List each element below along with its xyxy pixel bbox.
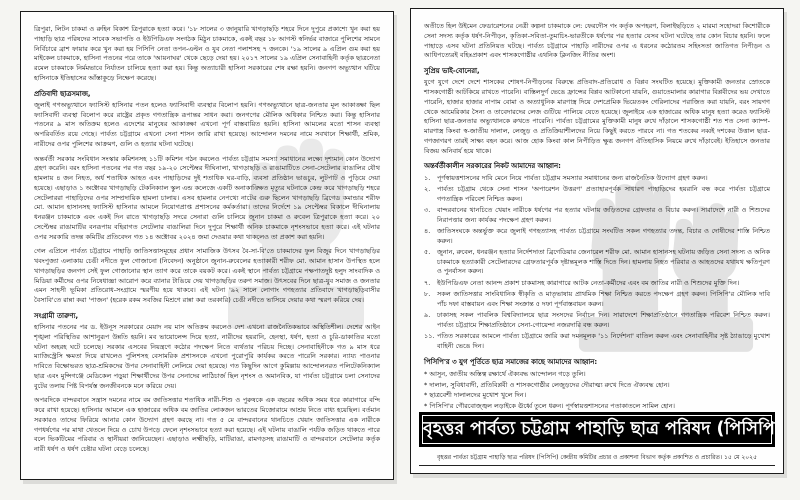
paragraph: অন্তর্বর্তী সরকার সংবিধান সংস্কার কমিশনসহ ১১টি কমিশন গঠন করলেও পার্বত্য চট্টগ্রাম সমস্যা সমাধানের লক্ষ্যে দৃশ্যমান কোন উদ্যোগ গ্রহণ করেনি। বরং হাসিনা পতনের পর গত বছর ১৯-২০ সেপ্টেম্বর দীঘিনালা, খাগড়াছড়ি ও রাঙামাটিতে সেনা-সেটেলার বাঙালির যৌথ হামলায় ৪ জন নিহত, অর্ধ শতাধিক আহত এবং পাহাড়িদের দুই শতাধিক ঘর-বাড়ি, ব্যবসা প্রতিষ্ঠান ভাঙচুর, লুটপাট ও পুড়িয়ে দেয়া হয়েছে। এছাড়াও ১ অক্টোবর খাগড়াছড়ি টেকনিক্যাল স্কুল এন্ড কলেজে একটি অনাকাঙ্ক্ষিত মৃত্যুর ঘটনাকে কেন্দ্র করে খাগড়াছড়ি শহরে সেটেলাররা পাহাড়িদের ওপর সাম্প্রদায়িক হামলা চালায়। এসব হামলার নেপথ্যে নাটের গুরু ছিলেন খাগড়াছড়ি ব্রিগেড কমান্ডার শরীফ মো. আমান হাসানসহ ফ্যাসিস্ট হাসিনার আমলে নিয়োগপ্রাপ্ত প্রশাসনের কর্মকর্তারা। তাদের নির্দেশে ১৯ সেপ্টেম্বর বিকালে দীঘিনালায় ধনরঞ্জন চাকমাকে এবং একই দিন রাতে খাগড়াছড়ি সদরে সেনারা গুলি চালিয়ে জুনান চাকমা ও রুবেল ত্রিপুরাকে হত্যা করে। ২০ সেপ্টেম্বর রাঙামাটির বনরূপায় বহিরাগত সেটেলার বাঙালিরা দিনে দুপুরে শিক্ষার্থী অনিক চাকমাকে নৃশংসভাবে হত্যা করে। এই ঘটনার ওপর সরকারি তদন্ত কমিটির প্রতিবেদন গত ১৪ অক্টোবর ২০২৪ জমা দেওয়ার কথা থাকলেও তা প্রকাশ করা হয়নি। bbox=[34, 154, 380, 241]
demand-item bbox=[424, 332, 770, 352]
demand-text: জুনান, রুবেল, ধনরঞ্জন হত্যার নির্দেশদাতা ব্রিগেডিয়ার জেনারেল শরীফ মো. আমান হাসানসহ ঘটনায় জড়িত সেনা সদস্য ও অনিক চাকমাকে হত্যাকারী সেটেলারদের গ্রেফতারপূর্বক দৃষ্টান্তমূলক শাস্তি দিতে দিন। হামলায় নিহত পরিবার ও আহতদের যথাযথ ক্ষতিপূরণ ও পুনর্বাসন করুন। bbox=[437, 247, 770, 276]
demand-item bbox=[424, 311, 770, 331]
call-list bbox=[424, 370, 770, 412]
demand-text: জাতিসংঘকে অন্তর্ভুক্ত করে জুলাই গণহত্যাসহ পার্বত্য চট্টগ্রামে সংঘটিত সকল গণহত্যার তদন্ত, বিচার ও দোষীদের শাস্তি নিশ্চিত করুন। bbox=[437, 226, 770, 245]
demand-item bbox=[424, 185, 770, 205]
call-item: * আসুন, জাতীয় অস্তিত্ব রক্ষার্থে ঐক্যবদ্ধ আন্দোলন গড়ে তুলি। bbox=[424, 369, 586, 378]
demand-text: সকল জাতিসত্তার সাংবিধানিক স্বীকৃতি ও মাতৃভাষায় প্রাথমিক শিক্ষা নিশ্চিত করতে পদক্ষেপ গ্রহণ করুন। পিসিপি'র মৌলিক দাবি পাঁচ দফা বাস্তবায়ন এবং শিক্ষা সংক্রান্ত ৫ দফা পূর্ণবাস্তবায়ন করুন। bbox=[437, 289, 770, 308]
demand-item bbox=[424, 174, 770, 184]
demands-list bbox=[424, 174, 770, 352]
paragraph: হাসিনার পতনের পর ড. ইউনূস সরকারের মেয়াদ নয় মাস অতিক্রম করলেও দেশ এখনো রাজনৈতিকভাবে অস্থিতিশীল। দেশের আইন শৃঙ্খলা পরিস্থিতির আশানুরূপ উন্নতি হয়নি। মব ভায়োলেন্স দিয়ে হত্যা, নারীদের হয়রানি, হেনস্থা, ধর্ষণ, হত্যা ও চুরি-ডাকাতির মতো ঘটনা অহরহ ঘটে চলেছে। সরকার এসবের নিয়ন্ত্রণে কঠোর পদক্ষেপ নিতে ব্যর্থতার পরিচয় দিচ্ছে। সেনাবাহিনীকে গত ৯ মাস ধরে ম্যাজিস্ট্রেসি ক্ষমতা দিয়ে রাখলেও পুলিশসহ বেসামরিক প্রশাসনকে এখনো পুরোপুরি কার্যকর করতে পারেনি সরকার। ন্যায্য পাওনার দাবিতে বিক্ষোভরত ছাত্র-শ্রমিকদের উপর সেনাবাহিনী লেলিয়ে দেয়া হয়েছে। গত কিছুদিন আগে কুমিল্লায় আন্দোলনরত পলিটেকনিক্যাল ছাত্র এবং মুন্সিগঞ্জে মেডিকেল পড়ুয়া শিক্ষার্থীদের উপর সেনাদের লাঠিচার্জ ছিল নৃশংস ও অমানবিক, যা পার্বত্য চট্টগ্রামে চলা সেনাদের বুটের তলায় পিষ্ট বিপর্যস্ত জনজীবনকে মনে করিয়ে দেয়। bbox=[34, 323, 380, 390]
demand-text: ইউপিডিএফ নেতা আনন্দ প্রকাশ চাকমাসহ কারাগারে আটক নেতা-কর্মীদের এবং বম জাতির নারী ও শিশুদের মুক্তি দিন। bbox=[437, 278, 740, 287]
demand-number: ৪. bbox=[424, 226, 431, 235]
demand-text: পার্বত্য চট্টগ্রাম থেকে সেনা শাসন 'অপারেশন উত্তরণ' প্রত্যাহারপূর্বক সাধারণ পাহাড়িদের হয়রানি বন্ধ করে পার্বত্য চট্টগ্রামে গণতান্ত্রিক পরিবেশ নিশ্চিত করুন। bbox=[437, 184, 770, 203]
footer-rule bbox=[419, 465, 775, 466]
paragraph: অতীতে হিল উইমেন ফেডারেশনের নেত্রী কল্পনা চাকমাকে লে: ফেরদৌস গং কর্তৃক অপহরণ, বিলাইছড়িতে ২ মারমা সহোদরা কিশোরীকে সেনা সদস্য কর্তৃক ধর্ষণ-নিপীড়ন, কৃতিকা-সবিতা-তুমাচিং-ভারতীকে ধর্ষণের পর হত্যার যেসব ঘটনা ঘটেছে তার কোন বিচার হয়নি। ফলে পাহাড়ে এসব ঘটনা প্রতিনিয়ত ঘটছে। পার্বত্য চট্টগ্রামে পাহাড়ি নারীদের ওপর এ ধরনের কঠোরতম সহিংসতা জাতিগত নিপীড়ন ও আধিপত্যেরই বহিঃপ্রকাশ এবং শাসকগোষ্ঠীর এথনিক ক্লিনজিং নীতির অংশ। bbox=[424, 22, 770, 60]
demand-number: ২. bbox=[424, 184, 431, 193]
demand-number: ৫. bbox=[424, 247, 431, 256]
demands-heading: অন্তর্বর্তীকালীন সরকারের নিকট আমাদের আহ্বান: bbox=[424, 162, 561, 171]
demand-text: পতিত সরকারের আমলে পার্বত্য চট্টগ্রামে জারি করা দমনমূলক '১১ নির্দেশনা' বাতিল করুন এবং সেনাবাহিনীর সৃষ্ট ঠ্যাঙাড়ে মুখোশ বাহিনী ভেঙে দিন। bbox=[437, 331, 770, 350]
organization-name: বৃহত্তর পার্বত্য চট্টগ্রাম পাহাড়ি ছাত্র পরিষদ (পিসিপি) bbox=[422, 415, 772, 444]
demand-item bbox=[424, 227, 770, 247]
demand-text: ঢাকাসহ সকল পাবলিক বিশ্ববিদ্যালয়ে ছাত্র সংসদের নির্বাচন দিন। সারাদেশে শিক্ষাপ্রতিষ্ঠানে গণতান্ত্রিক পরিবেশ নিশ্চিত করুন। পার্বত্য চট্টগ্রামে শিক্ষাপ্রতিষ্ঠানে সেনা-গোয়েন্দা নজরদারি বন্ধ করুন। bbox=[437, 310, 770, 329]
paragraph: ত্রিপুরা, লিটন চাকমা ও রুহিন বিকাশ ত্রিপুরাকে হত্যা করে। '১৮ সালের ৩ জানুয়ারি খাগড়াছড়ি শহরে দিনে দুপুরে প্রকাশ্যে খুন করা হয় পাহাড়ি ছাত্র পরিষদের সাবেক সভাপতি ও ইউপিডিএফ সংগঠক মিঠুন চাকমাকে, একই বছর ১৮ আগস্ট স্বনির্ভর বাজারে পুলিশের সামনে নির্বিচারে ব্রাশ ফায়ার করে খুন করা হয় পিসিপি নেতা তপন-এল্টন ও যুব নেতা পলাশসহ ৭ জনকে। '১৯ সালের ৯ এপ্রিল গুম করা হয় মাইকেল চাকমাকে, হাসিনা পতনের পরে তাকে 'আয়নাঘর' থেকে ছেড়ে দেয়া হয়। ২০১৭ সালের ১৯ এপ্রিল সেনাবাহিনী কর্তৃক ছাত্রনেতা রমেল চাকমাকে নির্মমভাবে নির্যাতন চালিয়ে হত্যা করা হয়। কিন্তু অত্যাচারী হাসিনা সরকারের শেষ রক্ষা হয়নি। জনগণ অভ্যুত্থান ঘটিয়ে হাসিনাকে ইতিহাসের আঁস্তাকুড়ে নিক্ষেপ করেছে। bbox=[34, 25, 380, 82]
demand-number: ৭. bbox=[424, 278, 431, 287]
section-heading: প্রতিবাদী ছাত্রসমাজ, bbox=[34, 89, 91, 98]
call-item: * ছাত্রবেশী দালালদের মুখোশ খুলে দিন। bbox=[424, 391, 527, 400]
paragraph: জুলাই গণঅভ্যুত্থানে ফ্যাসিস্ট হাসিনার পতন হলেও ফ্যাসিবাদী ব্যবস্থার বিলোপ হয়নি। গণঅভ্যুত্থানে ছাত্র-জনতার মূল আকাঙ্ক্ষা ছিল ফ্যাসিবাদী ব্যবস্থা বিলোপ করে রাষ্ট্রের প্রকৃত গণতান্ত্রিক রূপান্তর সাধন করা। জনগণের মৌলিক অধিকার নিশ্চিত করা। কিন্তু হাসিনার পতনের ৯ মাস অতিক্রম হলেও এদেশের মানুষের আকাঙ্ক্ষা এখনো পূর্ণ বাস্তবায়িত হয়নি। হাসিনা আমলের মতো শাসন ব্যবস্থা অপরিবর্তিত রয়ে গেছে। পার্বত্য চট্টগ্রামে এখনো সেনা শাসন জারি রাখা হয়েছে। আন্দোলন দমনের নামে সবখানে শিক্ষার্থী, শ্রমিক, নারীদের ওপর পুলিশের আক্রমণ, গুলি ও হত্যার ঘটনা ঘটেছে। bbox=[34, 100, 380, 148]
demand-number: ৩. bbox=[424, 205, 431, 214]
publisher-footer: বৃহত্তর পার্বত্য চট্টগ্রাম পাহাড়ি ছাত্র পরিষদ (পিসিপি) কেন্দ্রীয় কমিটির প্রচার ও প্রকাশনা বিভাগ কর্তৃক প্রকাশিত ও প্রচারিত। ১৫ মে ২০২৫ bbox=[437, 454, 757, 461]
call-item: * দালাল, সুবিধাবাদী, প্রতিবিপ্লবী ও শাসকগোষ্ঠীর লেজুড়দের দৌরাত্ম্য রুখে দিতে ঐক্যবদ্ধ হোন। bbox=[424, 380, 670, 389]
demand-item bbox=[424, 290, 770, 310]
demand-item bbox=[424, 279, 770, 289]
right-page-text bbox=[424, 22, 770, 411]
section-heading: সুপ্রিয় ভাই-বোনেরা, bbox=[424, 67, 480, 75]
call-heading: পিসিপি'র ৩ যুগ পূর্তিতে ছাত্র সমাজের কাছে আমাদের আহ্বান: bbox=[424, 358, 598, 367]
demand-number: ৮. bbox=[424, 289, 431, 298]
paragraph: যুগে যুগে দেশে দেশে শাসকের শোষণ-নিপীড়নের বিরুদ্ধে প্রতিবাদ-প্রতিরোধ ও বিপ্লব সংঘটিত হয়েছে। মুক্তিকামী জনতার স্রোতকে শাসকগোষ্ঠী আটকিয়ে রাখতে পারেনি। বাস্তিলদুর্গ ভেঙে ফ্রান্সের বিপ্লব আটকানো যায়নি, গুয়াতেমালার কারাগার বিপ্লবীদের ভয় দেখাতে পারেনি, হাজার হাজার নাপাম বোমা ও অত্যাধুনিক মারণাস্ত্র দিয়ে দেশপ্রেমিক ভিয়েতকং গেরিলাদের পরাজিত করা যায়নি, বরং সায়গণ থেকে আমেরিকার সৈন্য ও তাবেদারদের লেজ গুটিয়ে পালিয়ে যেতে হয়েছে। জুলাইয়ে এক হাজারের অধিক মানুষ হত্যা করেও ফ্যাসিস্ট হাসিনা ছাত্র-জনতার অভ্যুত্থানকে রুখতে পারেনি। পার্বত্য চট্টগ্রামের মুক্তিকামী মানুষ রুখে দাঁড়ালে শাসকগোষ্ঠী শত শত সেনা ক্যাম্প-মারণাস্ত্র কিংবা স্ব-জাতীয় দালাল, লেজুড় ও প্রতিক্রিয়াশীলদের নিয়ে কিছুই করতে পারবে না। গত শতকের নব্বই দশকের উত্তাল ছাত্র-গণজাগরণ তারই সাক্ষ্য বহন করে। আজ হোক কিংবা কাল নিপীড়িত ক্ষুব্ধ জনগণ ঐতিহাসিক নিয়মে রুখে দাঁড়াবেই। ইতিহাসে জনতার বিজয় অনিবার্য হয়ে থাকে। bbox=[424, 78, 770, 155]
demand-item bbox=[424, 248, 770, 277]
call-item: * পিসিপি'র গৌরবোজ্জ্বল লড়াইকে ঊর্ধ্বে তুলে ধরুন। পূর্ণস্বায়ত্তশাসনের পতাকাতলে সামিল হোন। bbox=[424, 402, 675, 411]
demand-text: পূর্ণস্বায়ত্তশাসনের দাবি মেনে নিয়ে পার্বত্য চট্টগ্রাম সমস্যার সমাধানের জন্য রাজনৈতিক উদ্যোগ গ্রহণ করুন। bbox=[437, 173, 708, 182]
leaflet-page-right bbox=[410, 8, 784, 474]
leaflet-page-left bbox=[20, 11, 394, 480]
demand-item bbox=[424, 206, 770, 226]
demand-number: ১১. bbox=[424, 331, 435, 340]
demand-text: বান্দরবানের থানচিতে খেয়াং নারীকে ধর্ষণের পর হত্যার ঘটনায় জড়িতদের গ্রেফতার ও বিচার করুন। সারাদেশে নারী ও শিশুদের নিরাপত্তার জন্য কার্যকর পদক্ষেপ গ্রহণ করুন। bbox=[437, 205, 770, 224]
demand-number: ৯. bbox=[424, 310, 431, 319]
paragraph: অপরদিকে বান্দরবানে সন্ত্রাস দমনের নামে বম জাতিসত্তার শতাধিক নারী-শিশু ও পুরুষকে এক বছরের অধিক সময় ধরে কারাগারে বন্দি করে রাখা হয়েছে। হাসিনার আমলে এক হাজারের অধিক বম জাতির লোকজন ভারতের মিজোরামে আশ্রয় নিতে বাধ্য হয়েছিল। বর্তমান সরকারও তাদের ফিরিয়ে আনার কোন উদ্যোগ গ্রহণ করছে না। গত ৫ মে বান্দরবানের থানচিতে খেয়াং জাতিসত্তার এক নারীকে গণধর্ষণের পর মাথা থেতলে দিয়ে ও চোখ উপড়ে ফেলে নৃশংসভাবে হত্যা করা হয়েছে। এই ঘটনায় বাঙালি পর্যটক জড়িত থাকতে পারে বলে ভিকটিমের পরিবার ও স্থানীয়রা জানিয়েছেন। এছাড়াও লক্ষ্মীছড়ি, মাটিরাঙা, রামগড়সহ রাঙামাটি ও বান্দরবানে সেটেলার কর্তৃক নারী ধর্ষণ ও ধর্ষণ চেষ্টার ঘটনা বেড়ে চলেছে। bbox=[34, 396, 380, 454]
left-page-text bbox=[34, 25, 380, 467]
demand-number: ১. bbox=[424, 173, 431, 182]
paragraph: গেল এপ্রিলে পার্বত্য চট্টগ্রামে পাহাড়ি জাতিসত্তাসমূহের প্রধান সামাজিক উৎসব বৈ-সা-বি'তে চাকমাদের ফুল বিজুর দিনে খাগড়াছড়ির খবংপুজ্যা এলাকায় চেঙী নদীতে ফুল গোজানো (নিবেদন) অনুষ্ঠানে জুনান-রুবেলের হত্যাকারী শরীফ মো. আমান হাসান উপস্থিত হলে খাগড়াছড়ির জনগণ সেই ফুল গোজানোর স্থান ত্যাগ করে তাকে বয়কট করে। একই স্থানে পার্বত্য চট্টগ্রামে পক্ষপাতদুষ্ট হলুদ সাংবাদিক ও মিডিয়া কর্মীদের ওপর নিষেধাজ্ঞা আরোপ করে ব্যানার টাঙিয়ে দেয় খাগড়াছড়ির তরুণ সমাজ। উৎসবের দিনে ছাত্র-যুব সমাজ ও জনতার এমন সাহসী ভূমিকা প্রতিরোধ-সংগ্রামে স্মরণীয় হয়ে থাকবে। এই ঘটনা '৯২ সালে লোগাং গণহত্যার প্রতিবাদে খাগড়াছড়িবাসীর বৈসাবি'তে রান্না করা 'পাজন' (হরেক রকম সবজির মিশ্রণে রান্না করা তরকারি) চেঙী নদীতে ভাসিয়ে দেয়ার কথা স্মরণ করিয়ে দেয়। bbox=[34, 247, 380, 305]
section-heading: সংগ্রামী তারুণ্য, bbox=[34, 311, 79, 320]
organization-banner bbox=[419, 412, 783, 447]
